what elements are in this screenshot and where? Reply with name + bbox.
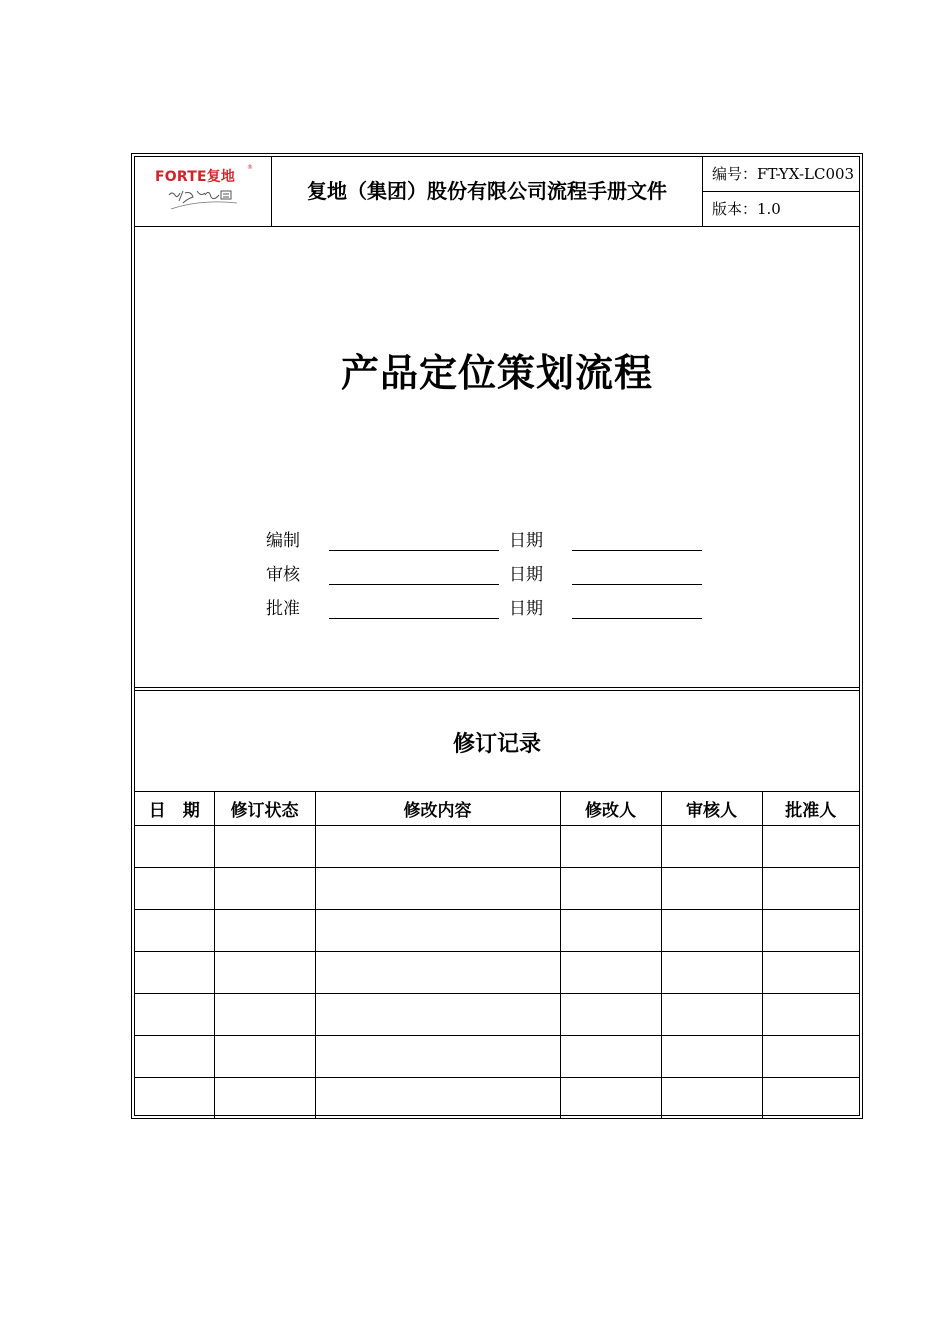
revision-table bbox=[135, 791, 859, 1119]
table-row bbox=[135, 994, 859, 1036]
table-cell bbox=[214, 826, 315, 868]
table-cell bbox=[762, 952, 859, 994]
table-cell bbox=[214, 910, 315, 952]
reviewed-date-label: 日期 bbox=[509, 565, 543, 585]
table-cell bbox=[315, 1078, 560, 1120]
table-cell bbox=[214, 1078, 315, 1120]
col-modifier: 修改人 bbox=[560, 792, 661, 826]
table-row bbox=[135, 868, 859, 910]
revision-header-row bbox=[135, 792, 859, 826]
table-cell bbox=[560, 910, 661, 952]
table-cell bbox=[214, 1036, 315, 1078]
document-title: 产品定位策划流程 bbox=[340, 350, 653, 395]
table-cell bbox=[560, 994, 661, 1036]
document-frame bbox=[131, 153, 863, 1119]
reviewed-date-line bbox=[572, 583, 702, 585]
table-cell bbox=[762, 994, 859, 1036]
compiled-date-line bbox=[572, 549, 702, 551]
table-cell bbox=[315, 868, 560, 910]
compiled-label: 编制 bbox=[266, 531, 300, 551]
table-cell bbox=[560, 826, 661, 868]
table-cell bbox=[661, 994, 762, 1036]
approved-date-line bbox=[572, 617, 702, 619]
table-cell bbox=[661, 868, 762, 910]
table-cell bbox=[762, 1078, 859, 1120]
table-cell bbox=[135, 994, 214, 1036]
table-cell bbox=[661, 826, 762, 868]
table-row bbox=[135, 1036, 859, 1078]
revision-title: 修订记录 bbox=[452, 731, 541, 757]
col-content: 修改内容 bbox=[315, 792, 560, 826]
col-approver: 批准人 bbox=[762, 792, 859, 826]
table-cell bbox=[315, 910, 560, 952]
table-cell bbox=[762, 1036, 859, 1078]
compiled-date-label: 日期 bbox=[509, 531, 543, 551]
table-cell bbox=[135, 1036, 214, 1078]
table-cell bbox=[661, 1036, 762, 1078]
revision-table-body bbox=[135, 826, 859, 1120]
table-cell bbox=[135, 826, 214, 868]
table-cell bbox=[214, 952, 315, 994]
reviewed-label: 审核 bbox=[266, 565, 300, 585]
table-cell bbox=[315, 1036, 560, 1078]
table-cell bbox=[661, 1078, 762, 1120]
table-row bbox=[135, 1078, 859, 1120]
logo-cell bbox=[135, 157, 272, 226]
table-cell bbox=[661, 952, 762, 994]
compiled-line bbox=[329, 549, 499, 551]
table-cell bbox=[135, 1078, 214, 1120]
company-title: 复地（集团）股份有限公司流程手册文件 bbox=[307, 179, 667, 203]
forte-logo: FORTE复地 bbox=[155, 169, 236, 185]
table-cell bbox=[214, 994, 315, 1036]
section-divider bbox=[135, 687, 859, 691]
meta-cell bbox=[702, 157, 859, 226]
table-cell bbox=[560, 1036, 661, 1078]
col-status: 修订状态 bbox=[214, 792, 315, 826]
approved-line bbox=[329, 617, 499, 619]
doc-number: 编号：FT-YX-LC003 bbox=[703, 157, 859, 192]
document-header bbox=[135, 157, 859, 227]
table-cell bbox=[214, 868, 315, 910]
table-row bbox=[135, 952, 859, 994]
table-cell bbox=[135, 910, 214, 952]
table-row bbox=[135, 910, 859, 952]
table-cell bbox=[560, 952, 661, 994]
table-cell bbox=[560, 868, 661, 910]
table-cell bbox=[135, 952, 214, 994]
table-cell bbox=[661, 910, 762, 952]
slogan-signature-icon bbox=[165, 185, 245, 211]
table-cell bbox=[315, 952, 560, 994]
table-cell bbox=[315, 826, 560, 868]
table-cell bbox=[315, 994, 560, 1036]
table-cell bbox=[762, 910, 859, 952]
trademark-mark: ® bbox=[247, 164, 253, 171]
doc-version: 版本：1.0 bbox=[712, 200, 781, 218]
table-cell bbox=[560, 1078, 661, 1120]
approved-label: 批准 bbox=[266, 599, 300, 619]
reviewed-line bbox=[329, 583, 499, 585]
table-cell bbox=[135, 868, 214, 910]
approved-date-label: 日期 bbox=[509, 599, 543, 619]
col-date: 日 期 bbox=[135, 792, 214, 826]
table-cell bbox=[762, 868, 859, 910]
table-row bbox=[135, 826, 859, 868]
col-reviewer: 审核人 bbox=[661, 792, 762, 826]
table-cell bbox=[762, 826, 859, 868]
document-inner-frame bbox=[134, 156, 860, 1116]
